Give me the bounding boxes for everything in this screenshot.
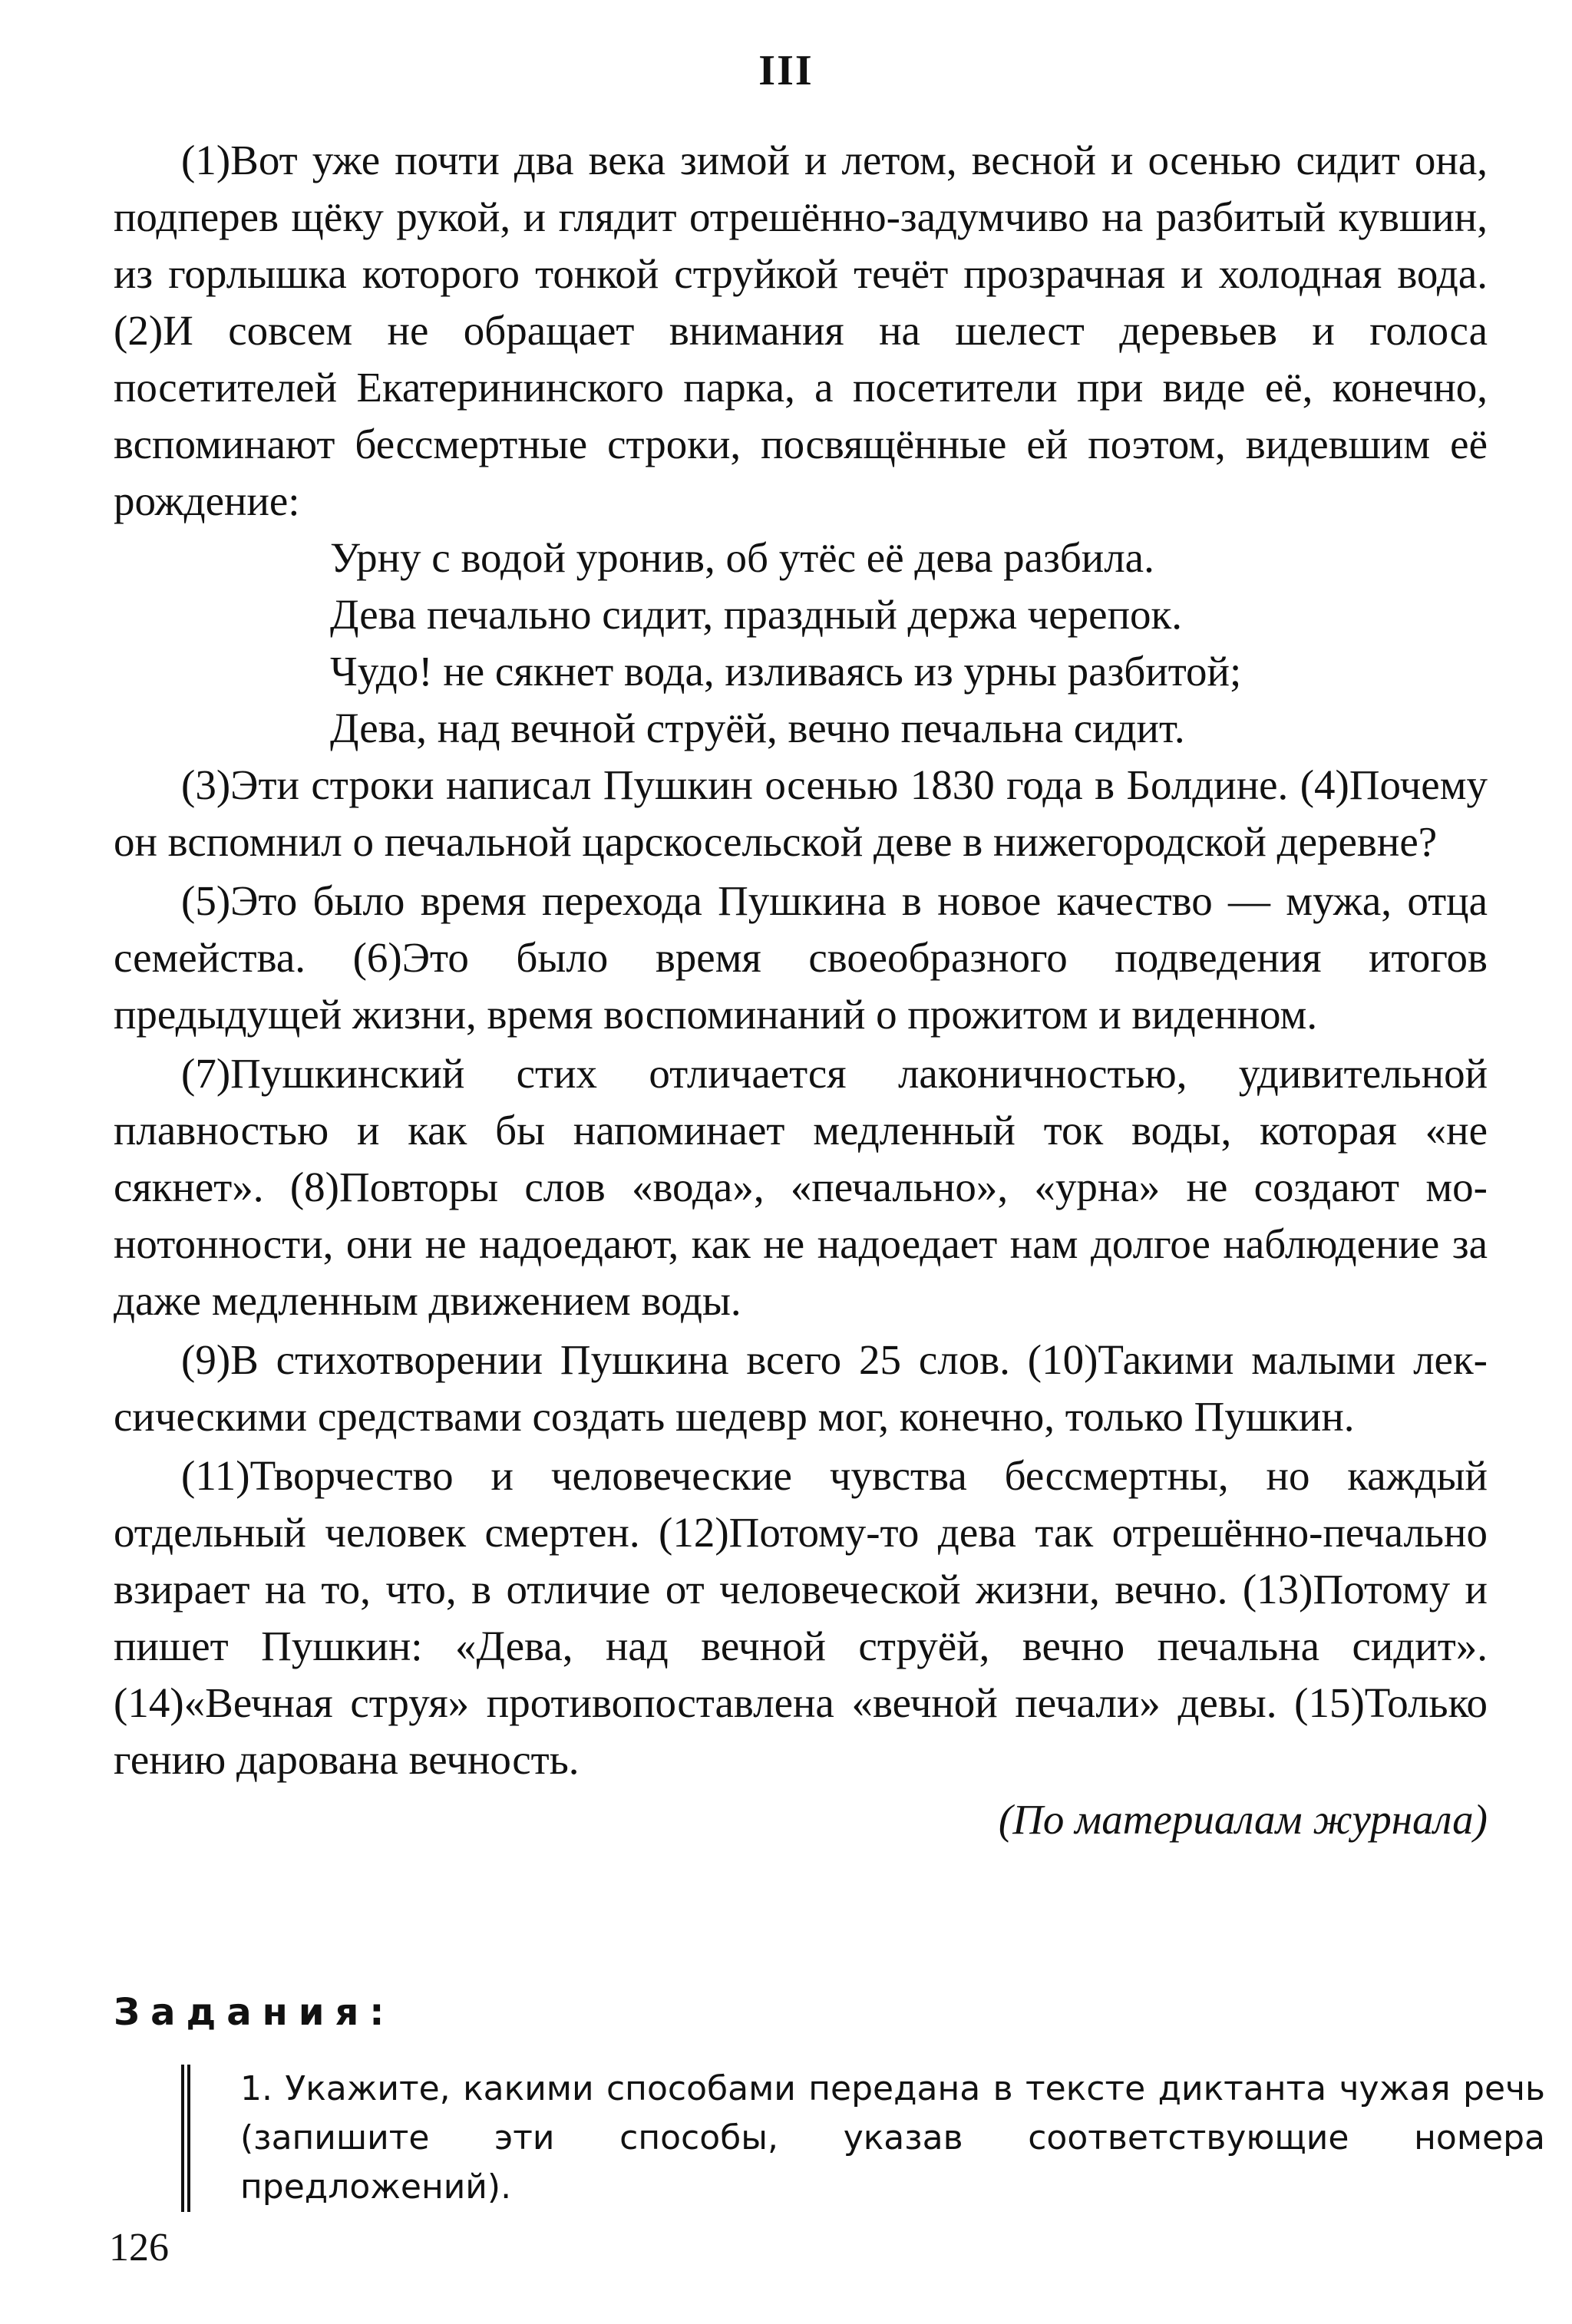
poem-line: Урну с водой уронив, об утёс её дева разбила. (330, 534, 1154, 581)
paragraph-5: (9)В стихотворении Пушкина всего 25 слов. (10)Такими малыми лексическими средствами создать шедевр мог, конечно, только Пушкин. (114, 1336, 1488, 1440)
poem-line: Дева, над вечной струёй, вечно печальна сидит. (330, 705, 1185, 751)
dictation-text (114, 132, 1488, 1848)
poem-line: Дева печально сидит, праздный держа черепок. (330, 591, 1182, 638)
tasks-heading: Задания: (114, 1991, 395, 2034)
source-attribution: (По материалам журнала) (998, 1796, 1488, 1843)
poem-line: Чудо! не сякнет вода, изливаясь из урны разбитой; (330, 648, 1242, 695)
paragraph-1: (1)Вот уже почти два века зимой и летом, весной и осенью сидит она, подперев щёку рукой, и глядит отрешённо-задумчиво на разбитый кувшин, из горлышка которого тонкой струйкой течёт прозрачная и холодная вода. (2)И совсем не обращает внимания на шелест деревьев и голоса посетителей Екатерининского парка, а посетители при виде её, конечно, вспоминают бессмертные строки, посвящённые ей поэтом, видевшим её рождение: (114, 137, 1488, 524)
task-item: 1. Укажите, какими способами передана в тексте диктанта чужая речь (запишите эти способы, указав соответствующие номера предложений). (181, 2065, 1545, 2212)
paragraph-4: (7)Пушкинский стих отличается лаконичностью, удивительной плавностью и как бы напоминает медленный ток воды, которая «не сякнет». (8)Повторы слов «вода», «печально», «урна» не создают монотонности, они не надоедают, как не надоедает нам долгое наблюдение за даже медленным движением воды. (114, 1050, 1488, 1324)
poem-quote (330, 530, 1488, 757)
page-number: 126 (109, 2226, 169, 2270)
paragraph-6: (11)Творчество и человеческие чувства бессмертны, но каждый отдельный человек смертен. (12)Потому-то дева так отрешённо-печально взирает на то, что, в отличие от человеческой жизни, вечно. (13)Потому и пишет Пушкин: «Дева, над вечной струёй, вечно печальна сидит». (14)«Вечная струя» противопоставлена «вечной печали» девы. (15)Только гению дарована вечность. (114, 1452, 1488, 1783)
paragraph-3: (5)Это было время перехода Пушкина в новое качество — мужа, отца семейства. (6)Это было время своеобразного подведения итогов предыдущей жизни, время воспоминаний о прожитом и виденном. (114, 877, 1488, 1038)
paragraph-2: (3)Эти строки написал Пушкин осенью 1830 года в Болдине. (4)Почему он вспомнил о печальной царскосельской деве в нижегородской деревне? (114, 761, 1488, 865)
section-numeral: III (758, 47, 814, 94)
